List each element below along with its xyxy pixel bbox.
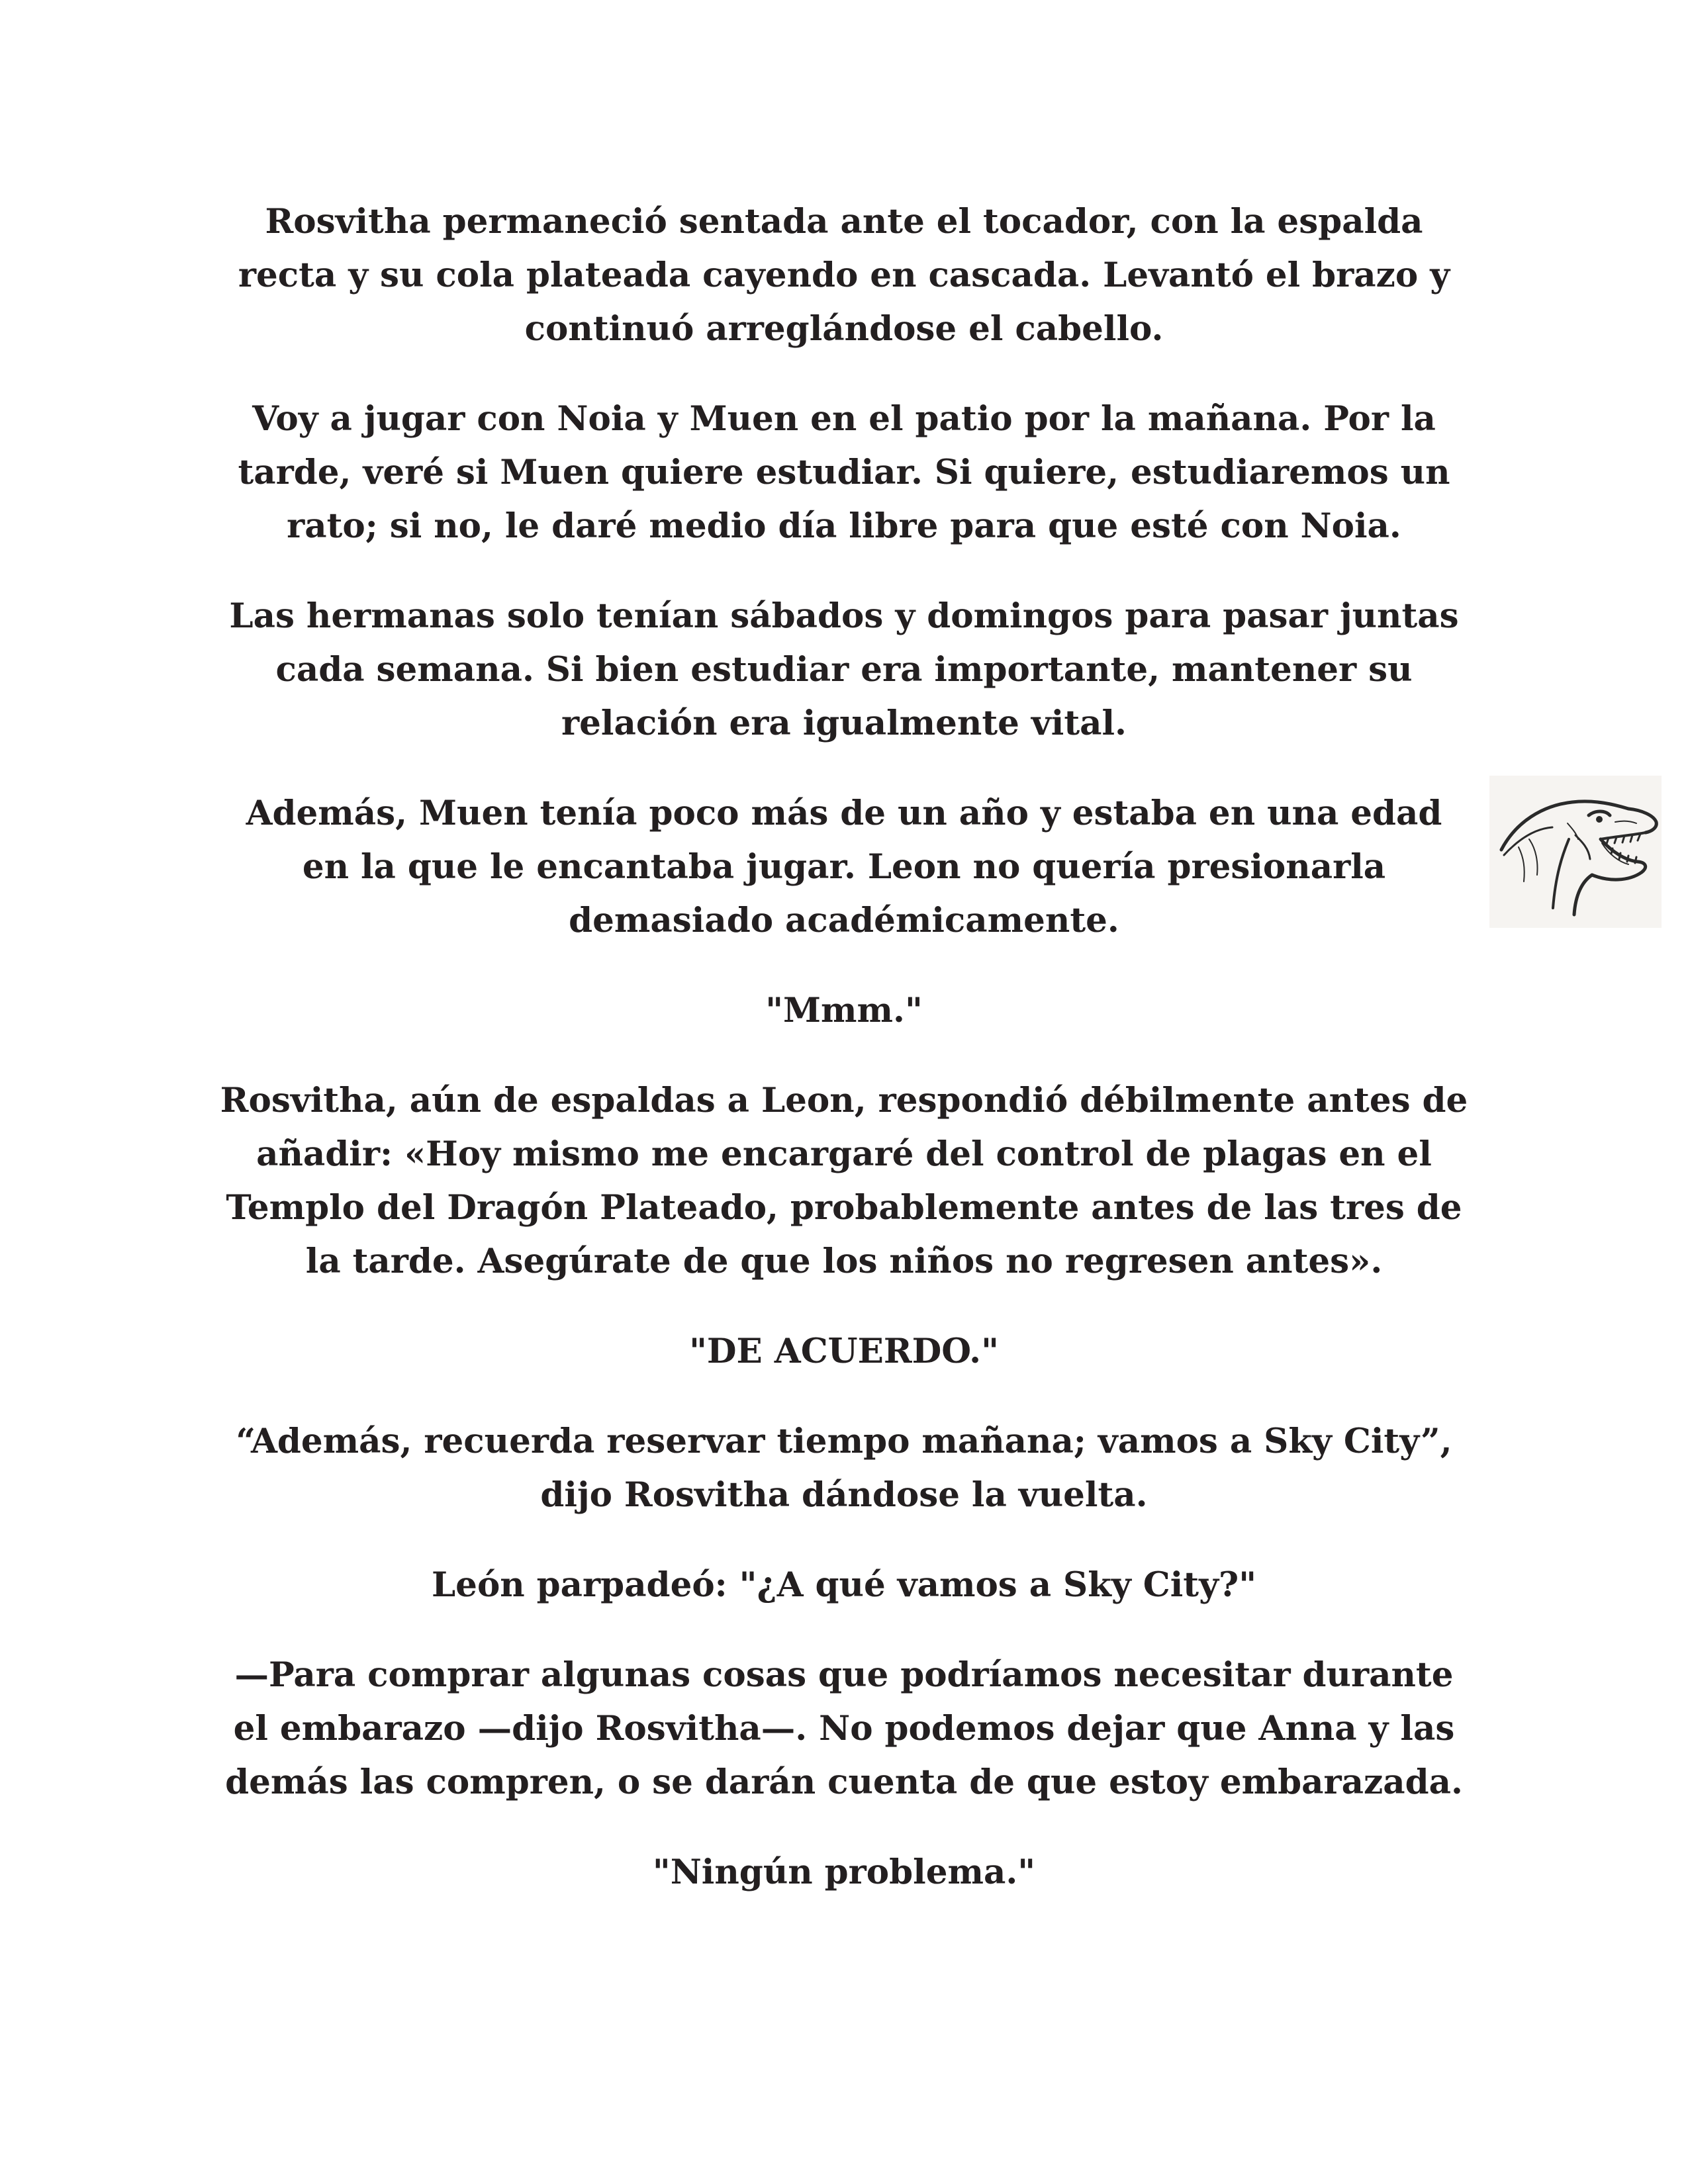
paragraph-de-acuerdo: "DE ACUERDO." [689,1332,999,1371]
dinosaur-head-sketch-icon [1489,776,1662,928]
paragraph-mmm: "Mmm." [765,991,923,1030]
paragraph-hermanas: Las hermanas solo tenían sábados y domingos para pasar juntas cada semana. Si bien estudiar era importante, mantener su relación era igualmente vital. [229,596,1459,743]
paragraph-sky-city: “Además, recuerda reservar tiempo mañana; vamos a Sky City”, dijo Rosvitha dándose la vuelta. [236,1422,1452,1515]
paragraph-muen-edad: Además, Muen tenía poco más de un año y estaba en una edad en la que le encantaba jugar. Leon no quería presionarla demasiado académicamente. [246,794,1442,940]
paragraph-leon-parpadeo: León parpadeó: "¿A qué vamos a Sky City?" [431,1565,1257,1605]
paragraph-ningun-problema: "Ningún problema." [652,1852,1036,1892]
paragraph-plan-patio: Voy a jugar con Noia y Muen en el patio por la mañana. Por la tarde, veré si Muen quiere estudiar. Si quiere, estudiaremos un rato; si no, le daré medio día libre para que esté con Noia. [238,399,1450,546]
story-text [218,195,1470,1899]
paragraph-rosvitha-tocador: Rosvitha permaneció sentada ante el tocador, con la espalda recta y su cola plateada cayendo en cascada. Levantó el brazo y continuó arreglándose el cabello. [238,202,1450,349]
paragraph-embarazo: —Para comprar algunas cosas que podríamos necesitar durante el embarazo —dijo Rosvitha—. No podemos dejar que Anna y las demás las compren, o se darán cuenta de que estoy embarazada. [225,1655,1463,1802]
paragraph-control-plagas: Rosvitha, aún de espaldas a Leon, respondió débilmente antes de añadir: «Hoy mismo me encargaré del control de plagas en el Templo del Dragón Plateado, probablemente antes de las tres de la tarde. Asegúrate de que los niños no regresen antes». [220,1081,1468,1281]
